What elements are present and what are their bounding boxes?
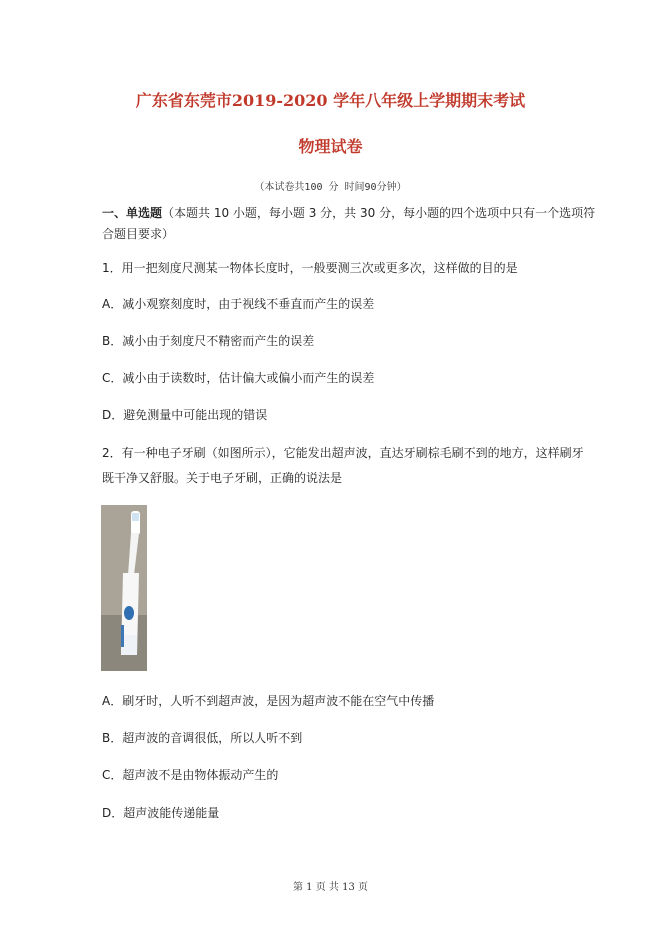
toothbrush-image — [101, 505, 147, 671]
page-footer: 第 1 页 共 13 页 — [293, 882, 368, 893]
question-2-stem-line-2: 既干净又舒服。关于电子牙刷，正确的说法是 — [102, 471, 343, 485]
question-1-option-d: D．避免测量中可能出现的错误 — [102, 408, 268, 422]
section-line-1 — [102, 205, 596, 221]
electric-toothbrush-photo — [101, 505, 147, 671]
section-heading: 一、单选题 — [102, 206, 163, 220]
question-2-option-b: B．超声波的音调很低，所以人听不到 — [102, 731, 303, 745]
exam-note: （本试卷共100 分 时间90分钟） — [254, 182, 407, 193]
question-1-option-a: A．减小观察刻度时，由于视线不垂直而产生的误差 — [102, 297, 375, 311]
question-1-stem: 1．用一把刻度尺测某一物体长度时，一般要测三次或更多次，这样做的目的是 — [102, 261, 518, 275]
exam-title: 广东省东莞市2019-2020 学年八年级上学期期末考试 — [135, 91, 526, 110]
question-2-option-a: A．刷牙时，人听不到超声波，是因为超声波不能在空气中传播 — [102, 694, 435, 708]
exam-subtitle: 物理试卷 — [298, 137, 363, 156]
question-2-option-c: C．超声波不是由物体振动产生的 — [102, 768, 279, 782]
section-description-1: （本题共 10 小题，每小题 3 分，共 30 分，每小题的四个选项中只有一个选项符 — [162, 206, 596, 220]
question-1-option-c: C．减小由于读数时，估计偏大或偏小而产生的误差 — [102, 371, 375, 385]
question-2-option-d: D．超声波能传递能量 — [102, 806, 220, 820]
question-2-stem-line-1: 2．有一种电子牙刷（如图所示），它能发出超声波，直达牙刷棕毛刷不到的地方，这样刷牙 — [102, 446, 584, 460]
section-description-2: 合题目要求） — [102, 227, 175, 241]
question-1-option-b: B．减小由于刻度尺不精密而产生的误差 — [102, 334, 315, 348]
